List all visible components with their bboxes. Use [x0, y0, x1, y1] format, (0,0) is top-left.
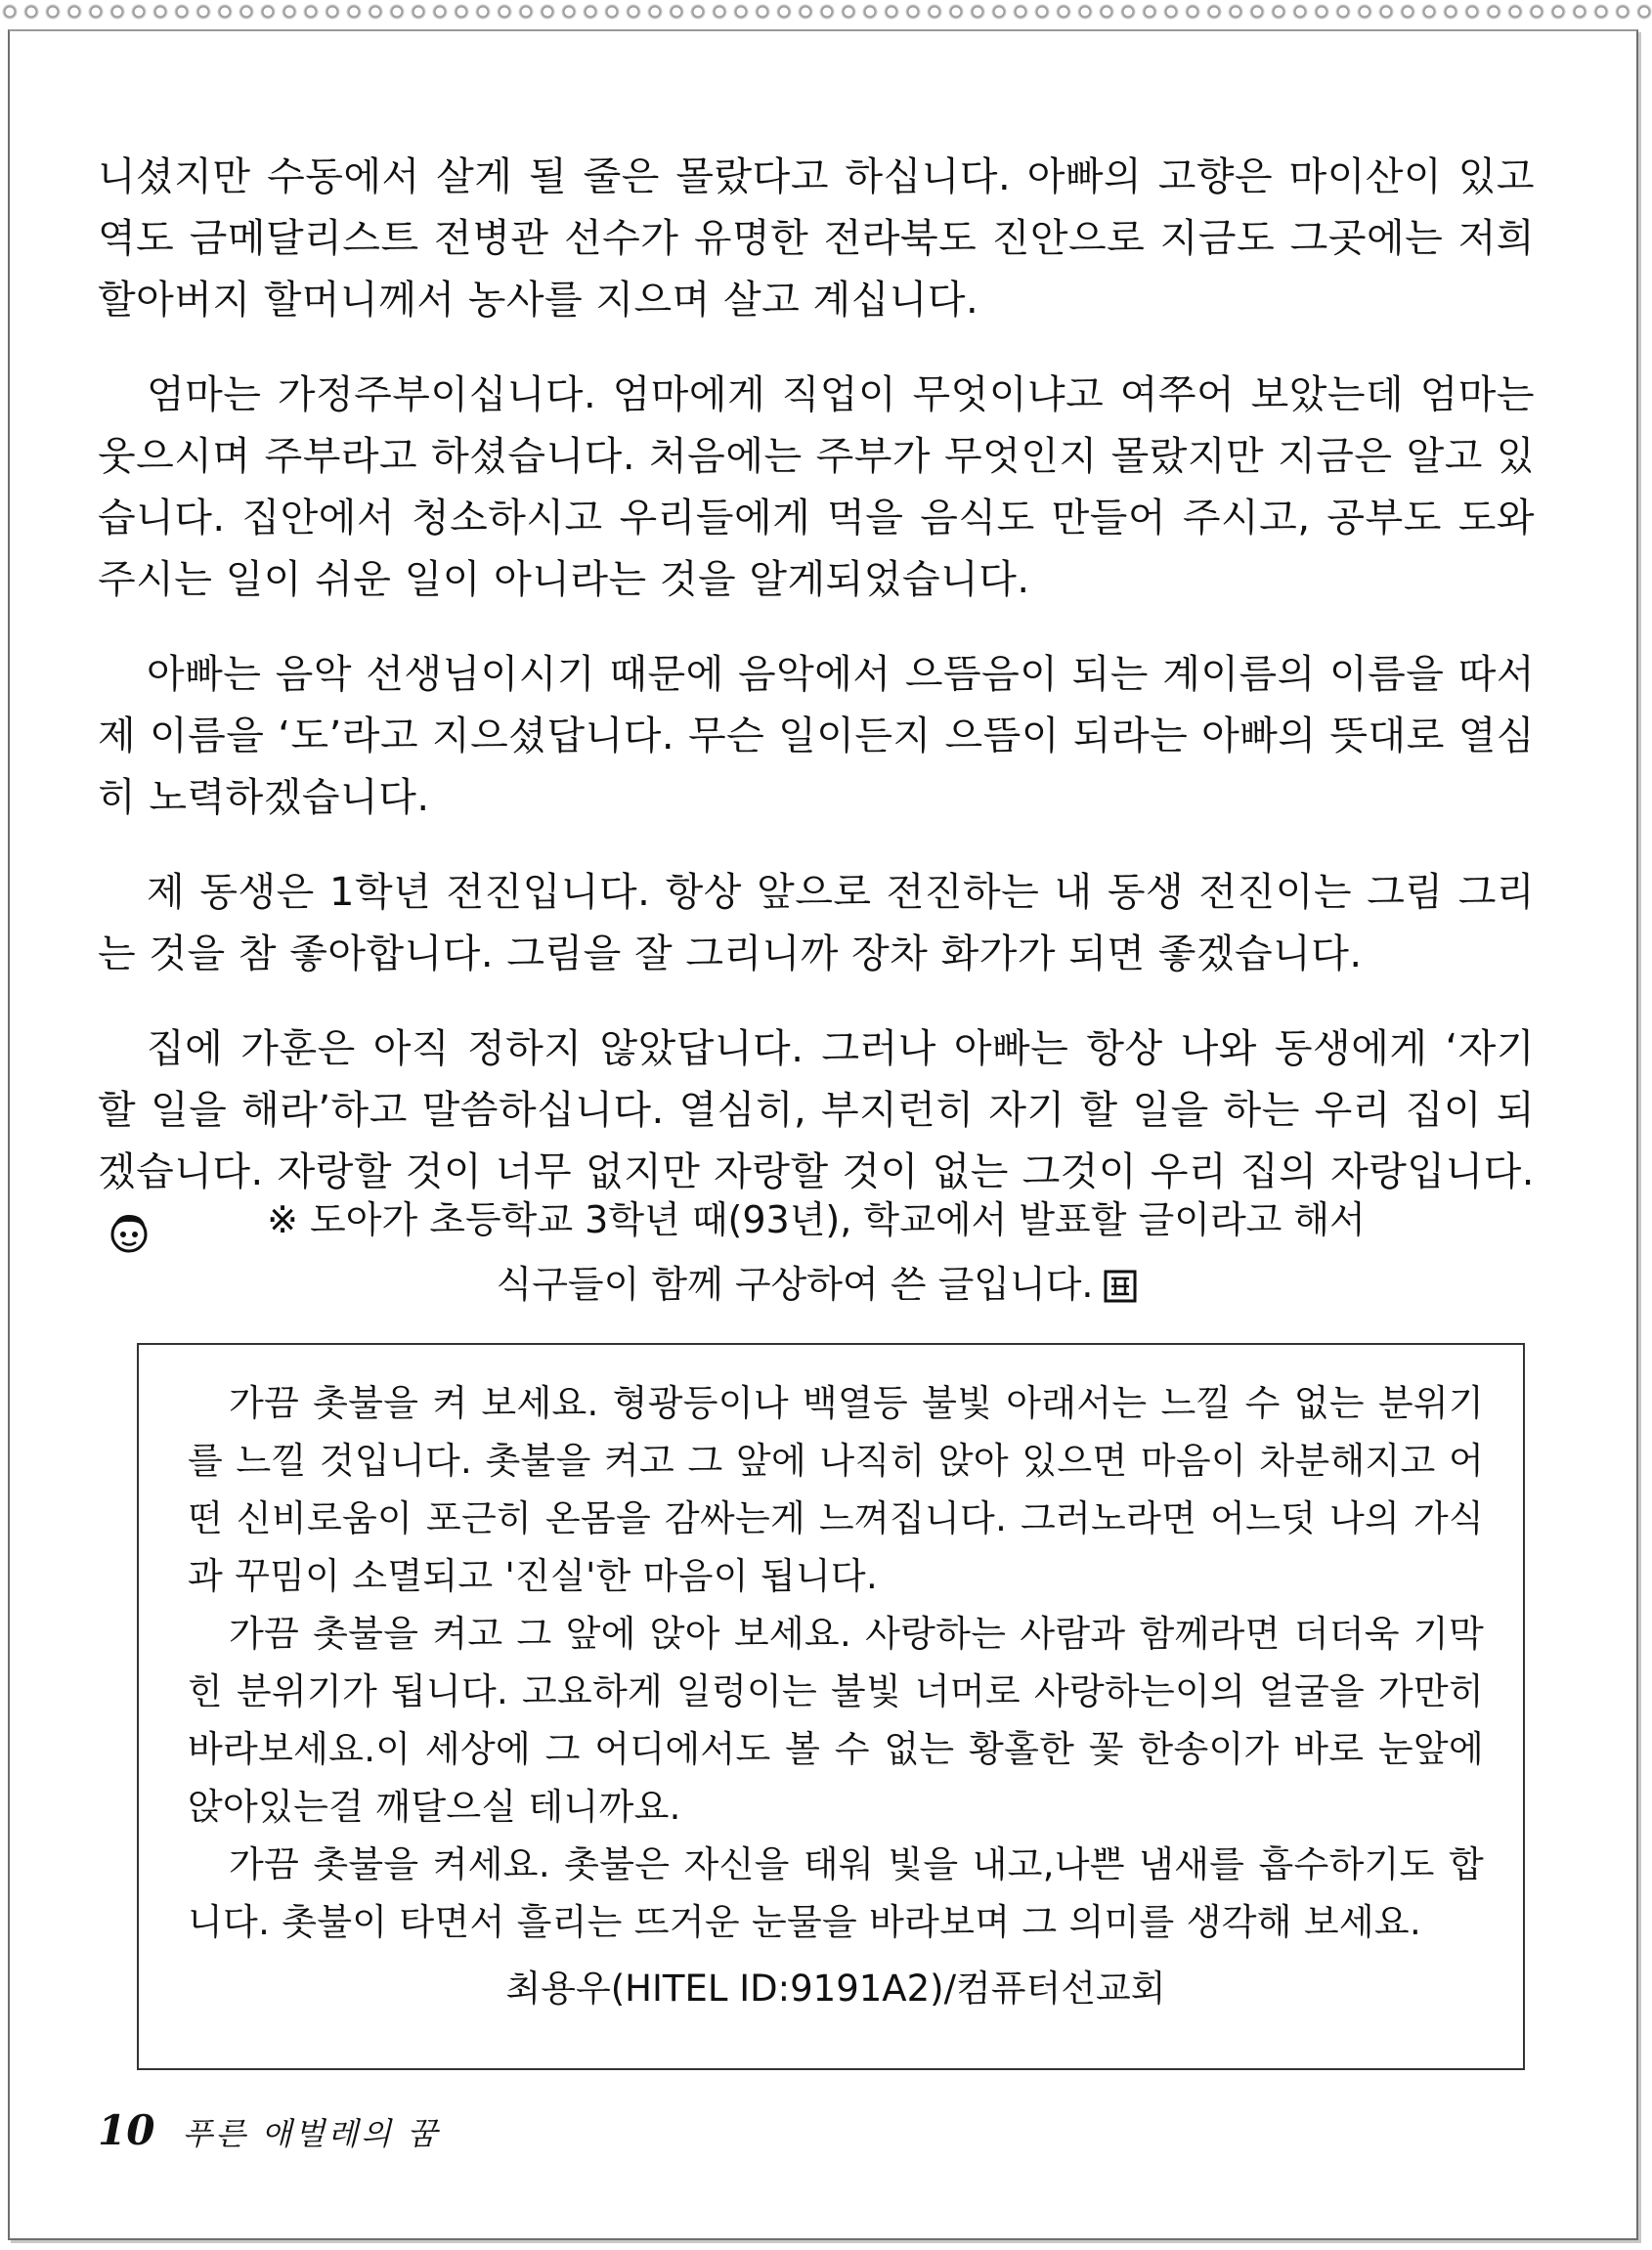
paragraph-family-motto: 집에 가훈은 아직 정하지 않았답니다. 그러나 아빠는 항상 나와 동생에게 ‘자기 할 일을 해라’하고 말씀하십니다. 열심히, 부지런히 자기 할 일을 하는 우리 집이 되겠습니다. 자랑할 것이 너무 없지만 자랑할 것이 없는 그것이 우리 집의 자랑입니다. — [98, 1018, 1535, 1265]
paragraph-mother: 엄마는 가정주부이십니다. 엄마에게 직업이 무엇이냐고 여쭈어 보았는데 엄마는 웃으시며 주부라고 하셨습니다. 처음에는 주부가 무엇인지 몰랐지만 지금은 알고 있습니다. 집안에서 청소하시고 우리들에게 먹을 음식도 만들어 주시고, 공부도 도와주시는 일이 쉬운 일이 아니라는 것을 알게되었습니다. — [98, 372, 1535, 602]
paragraph-hometown: 니셨지만 수동에서 살게 될 줄은 몰랐다고 하십니다. 아빠의 고향은 마이산이 있고 역도 금메달리스트 전병관 선수가 유명한 전라북도 진안으로 지금도 그곳에는 저희 할아버지 할머니께서 농사를 지으며 살고 계십니다. — [98, 154, 1535, 323]
paragraph-name: 아빠는 음악 선생님이시기 때문에 음악에서 으뜸음이 되는 계이름의 이름을 따서 제 이름을 ‘도’라고 지으셨답니다. 무슨 일이든지 으뜸이 되라는 아빠의 뜻대로 열심히 노력하겠습니다. — [98, 652, 1535, 820]
note-line-1: ※ 도아가 초등학교 3학년 때(93년), 학교에서 발표할 글이라고 해서 — [267, 1198, 1366, 1241]
author-note — [98, 1188, 1535, 1317]
page-footer — [98, 2106, 440, 2165]
stamp-icon — [1104, 1270, 1137, 1303]
candle-essay-box — [137, 1343, 1525, 2070]
spiral-binding — [0, 0, 1652, 29]
candle-paragraph-3: 가끔 촛불을 켜세요. 촛불은 자신을 태워 빛을 내고,나쁜 냄새를 흡수하기도 합니다. 촛불이 타면서 흘리는 뜨거운 눈물을 바라보며 그 의미를 생각해 보세요. — [188, 1843, 1484, 1943]
body-text — [98, 147, 1535, 1298]
candle-paragraph-1: 가끔 촛불을 켜 보세요. 형광등이나 백열등 불빛 아래서는 느낄 수 없는 분위기를 느낄 것입니다. 촛불을 켜고 그 앞에 나직히 앉아 있으면 마음이 차분해지고 어떤 신비로움이 포근히 온몸을 감싸는게 느껴집니다. 그러노라면 어느덧 나의 가식과 꾸밈이 소멸되고 '진실'한 마음이 됩니다. — [188, 1382, 1484, 1597]
note-line-2: 식구들이 함께 구상하여 쓴 글입니다. — [98, 1252, 1535, 1317]
paragraph-brother: 제 동생은 1학년 전진입니다. 항상 앞으로 전진하는 내 동생 전진이는 그림 그리는 것을 참 좋아합니다. 그림을 잘 그리니까 장차 화가가 되면 좋겠습니다. — [98, 870, 1535, 976]
book-title: 푸른 애벌레의 꿈 — [182, 2115, 441, 2152]
candle-paragraph-2: 가끔 촛불을 켜고 그 앞에 앉아 보세요. 사랑하는 사람과 함께라면 더더욱 기막힌 분위기가 됩니다. 고요하게 일렁이는 불빛 너머로 사랑하는이의 얼굴을 가만히 바라보세요.이 세상에 그 어디에서도 볼 수 없는 황홀한 꽃 한송이가 바로 눈앞에 앉아있는걸 깨달으실 테니까요. — [188, 1613, 1484, 1828]
essay-signature: 최용우(HITEL ID:9191A2)/컴퓨터선교회 — [505, 1968, 1166, 2010]
page-number: 10 — [98, 2106, 155, 2154]
